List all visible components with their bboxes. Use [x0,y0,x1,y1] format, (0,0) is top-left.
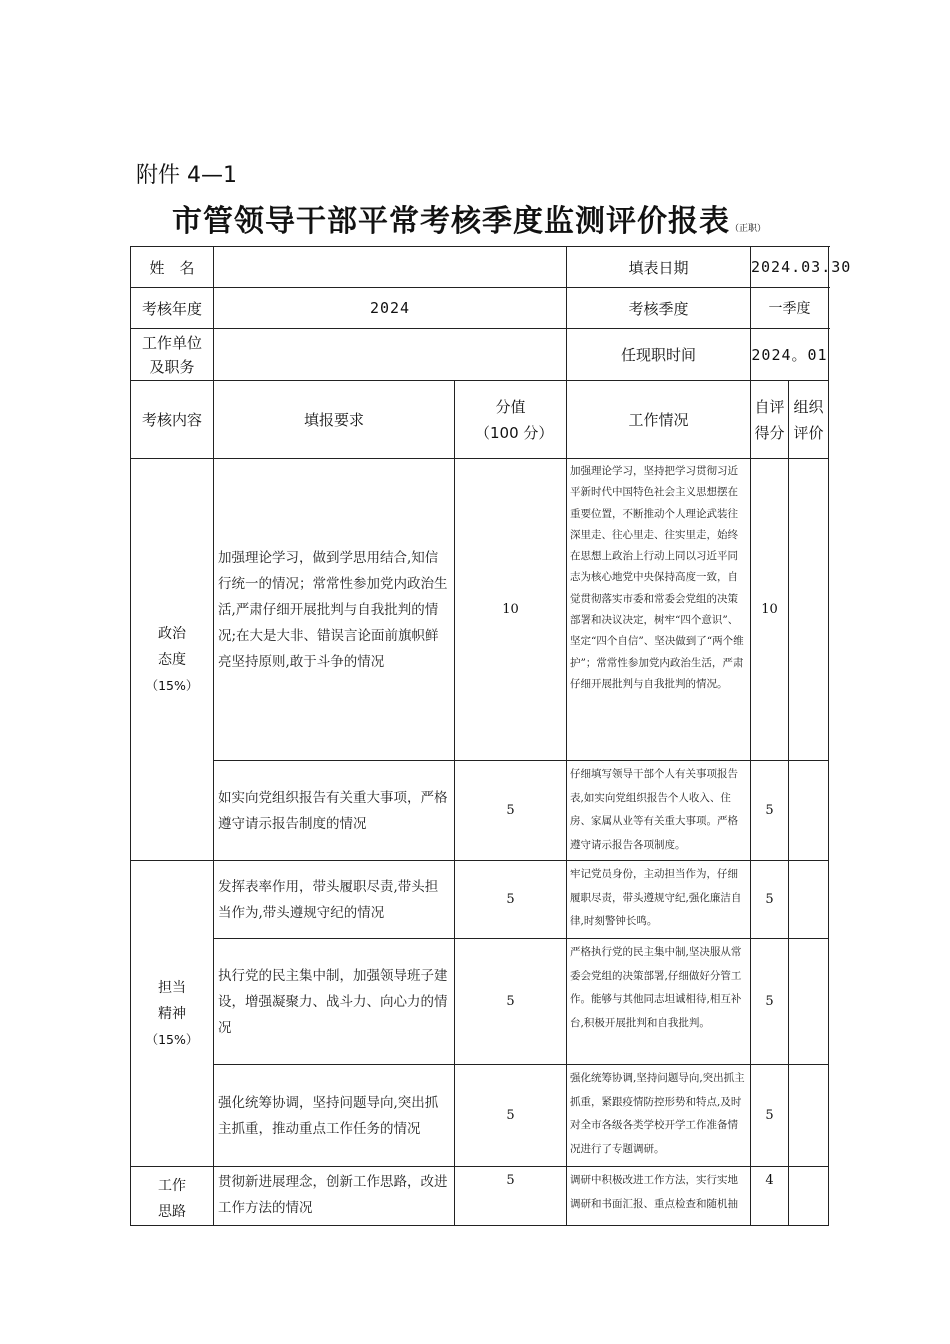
score-cell: 5 [455,1065,567,1167]
unit-label: 工作单位及职务 [131,329,214,381]
score-cell: 5 [455,939,567,1065]
table-row [131,761,829,861]
header-org-evaluation: 组织评价 [789,381,829,459]
tenure-label: 任现职时间 [567,329,751,381]
category-percent: （15%） [145,677,199,693]
work-cell: 严格执行党的民主集中制,坚决服从常委会党组的决策部署,仔细做好分管工作。能够与其他同志坦诚相待,相互补台,积极开展批判和自我批判。 [567,939,751,1065]
score-cell: 5 [455,761,567,861]
self-score-cell: 5 [751,761,789,861]
org-evaluation-cell [789,861,829,939]
self-score-cell: 10 [751,459,789,761]
table-row [131,1167,829,1226]
table-row [131,1065,829,1167]
self-score-cell: 4 [751,1167,789,1226]
category-percent: （15%） [145,1031,199,1047]
tenure-value: 2024。01 [751,329,829,381]
self-score-cell: 5 [751,1065,789,1167]
category-work-approach [131,1167,214,1226]
fill-date-label: 填表日期 [567,247,751,288]
work-cell: 强化统筹协调,坚持问题导向,突出抓主抓重，紧跟疫情防控形势和特点,及时对全市各级各类学校开学工作准备情况进行了专题调研。 [567,1065,751,1167]
header-self-score: 自评得分 [751,381,789,459]
name-value [214,247,567,288]
table-row [131,459,829,761]
header-row [131,381,829,459]
header-score: 分值（100 分） [455,381,567,459]
header-requirement: 填报要求 [214,381,455,459]
quarter-label: 考核季度 [567,288,751,329]
header-content: 考核内容 [131,381,214,459]
work-cell: 加强理论学习，坚持把学习贯彻习近平新时代中国特色社会主义思想摆在重要位置，不断推动个人理论武装往深里走、往心里走、往实里走，始终在思想上政治上行动上同以习近平同志为核心地党中央保持高度一致，自觉贯彻落实市委和常委会党组的决策部署和决议决定，树牢“四个意识”、坚定“四个自信”、坚决做到了“两个维护”；常常性参加党内政治生活，严肃仔细开展批判与自我批判的情况。 [567,459,751,761]
category-name: 工作思路 [158,1178,186,1220]
category-responsibility [131,861,214,1167]
name-label: 姓 名 [131,247,214,288]
evaluation-table [130,246,852,1226]
category-name: 政治态度 [158,625,186,668]
score-cell: 5 [455,861,567,939]
org-evaluation-cell [789,1065,829,1167]
row-name [131,247,829,288]
requirement-cell: 执行党的民主集中制，加强领导班子建设，增强凝聚力、战斗力、向心力的情况 [214,939,455,1065]
self-score-cell: 5 [751,861,789,939]
attachment-label: 附件 4—1 [136,163,237,188]
title-main: 市管领导干部平常考核季度监测评价报表 [172,204,730,239]
org-evaluation-cell [789,761,829,861]
org-evaluation-cell [789,1167,829,1226]
fill-date-value: 2024.03.30 [751,247,829,288]
requirement-cell: 贯彻新进展理念，创新工作思路，改进工作方法的情况 [214,1167,455,1226]
title-note: （正职） [730,224,767,234]
requirement-cell: 发挥表率作用，带头履职尽责,带头担当作为,带头遵规守纪的情况 [214,861,455,939]
table-row [131,861,829,939]
year-value: 2024 [214,288,567,329]
org-evaluation-cell [789,939,829,1065]
work-cell: 调研中积极改进工作方法，实行实地调研和书面汇报、重点检查和随机抽 [567,1167,751,1226]
requirement-cell: 加强理论学习，做到学思用结合,知信行统一的情况；常常性参加党内政治生活,严肃仔细开展批判与自我批判的情况;在大是大非、错误言论面前旗帜鲜亮坚持原则,敢于斗争的情况 [214,459,455,761]
requirement-cell: 强化统筹协调，坚持问题导向,突出抓主抓重，推动重点工作任务的情况 [214,1065,455,1167]
row-unit [131,329,829,381]
table-row [131,939,829,1065]
requirement-cell: 如实向党组织报告有关重大事项，严格遵守请示报告制度的情况 [214,761,455,861]
work-cell: 仔细填写领导干部个人有关事项报告表,如实向党组织报告个人收入、住房、家属从业等有关重大事项。严格遵守请示报告各项制度。 [567,761,751,861]
category-political-attitude [131,459,214,861]
score-cell: 10 [455,459,567,761]
self-score-cell: 5 [751,939,789,1065]
category-name: 担当精神 [158,979,186,1022]
document-title [172,196,766,240]
unit-value [214,329,567,381]
quarter-value: 一季度 [751,288,829,329]
row-year [131,288,829,329]
score-cell: 5 [455,1167,567,1226]
header-work: 工作情况 [567,381,751,459]
work-cell: 牢记党员身份，主动担当作为，仔细履职尽责，带头遵规守纪,强化廉洁自律,时刻警钟长鸣。 [567,861,751,939]
org-evaluation-cell [789,459,829,761]
year-label: 考核年度 [131,288,214,329]
